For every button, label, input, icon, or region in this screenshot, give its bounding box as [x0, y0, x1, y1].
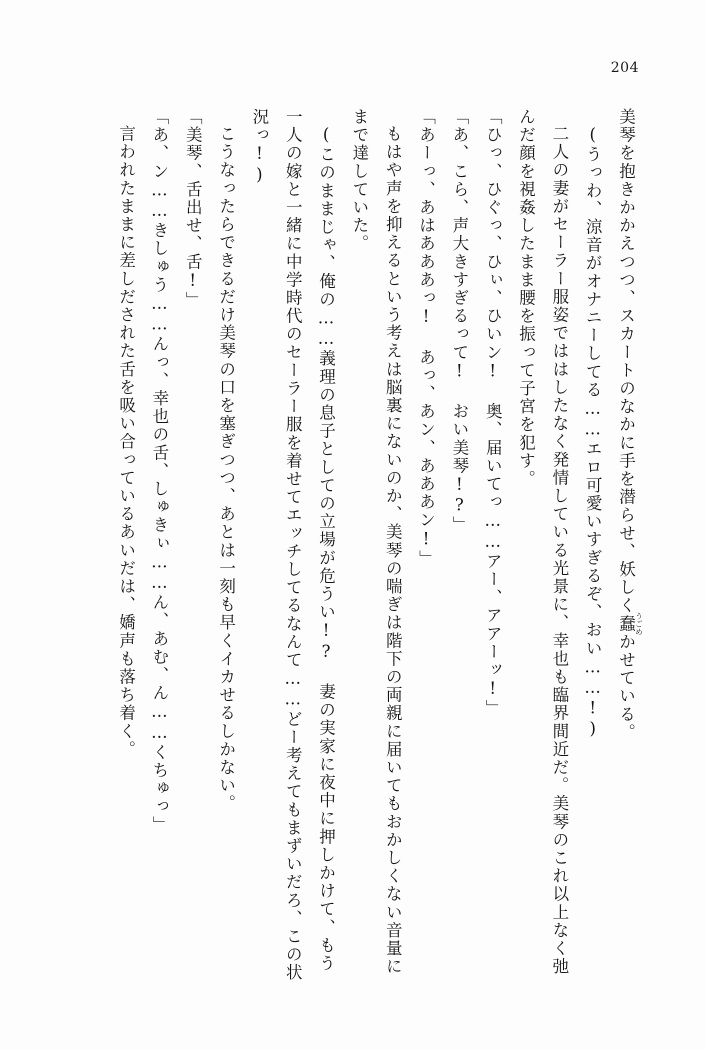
vertical-text-body [78, 108, 643, 988]
paragraph: (このままじゃ、俺の……義理の息子としての立場が危うい!? 妻の実家に夜中に押しかけて、もう一人の嫁と一緒に中学時代のセーラー服を着せてエッチしてるなんて……どー考えてもまずいだろ、この状況っ!) [249, 108, 336, 982]
paragraph: 「あ、こら、声大きすぎるって! おい美琴!?」 [449, 108, 469, 535]
paragraph: こうなったらできるだけ美琴の口を塞ぎつつ、あとは一刻も早くイカせるしかない。 [216, 124, 236, 813]
paragraph: 「美琴、舌出せ、舌!」 [183, 108, 203, 310]
paragraph: 美琴を抱きかかえつつ、スカートのなかに手を潜らせ、妖しく蠢 うごめかせている。 [616, 108, 643, 742]
paragraph: もはや声を抑えるという考えは脳裏にないのか、美琴の喘ぎは階下の両親に届いてもおかしくない音量にまで達していた。 [349, 108, 403, 976]
paragraph: (うっわ、涼音がオナニーしてる……エロ可愛いすぎるぞ、おい……!) [583, 124, 603, 740]
paragraph: 言われたままに差しだされた舌を吸い合っているあいだは、嬌声も落ち着く。 [116, 124, 136, 758]
page-number: 204 [610, 60, 639, 76]
paragraph: 「あーっ、あはあああっ! あっ、あン、あああン!」 [416, 108, 436, 568]
ruby-ugomeku: 蠢 うごめ [616, 611, 643, 636]
paragraph: 「ひっ、ひぐっ、ひぃ、ひいン! 奥、届いてっ……アー、アアーッ!」 [483, 108, 503, 718]
paragraph: 「あ、ン……きしゅう……んっ、幸也の舌、しゅきぃ……ん、あむ、ん……くちゅっ」 [149, 108, 169, 834]
paragraph: 二人の妻がセーラー服姿でははしたなく発情している光景に、幸也も臨界間近だ。美琴のこれ以上なく弛んだ顔を視姦したまま腰を振って子宮を犯す。 [516, 108, 569, 976]
